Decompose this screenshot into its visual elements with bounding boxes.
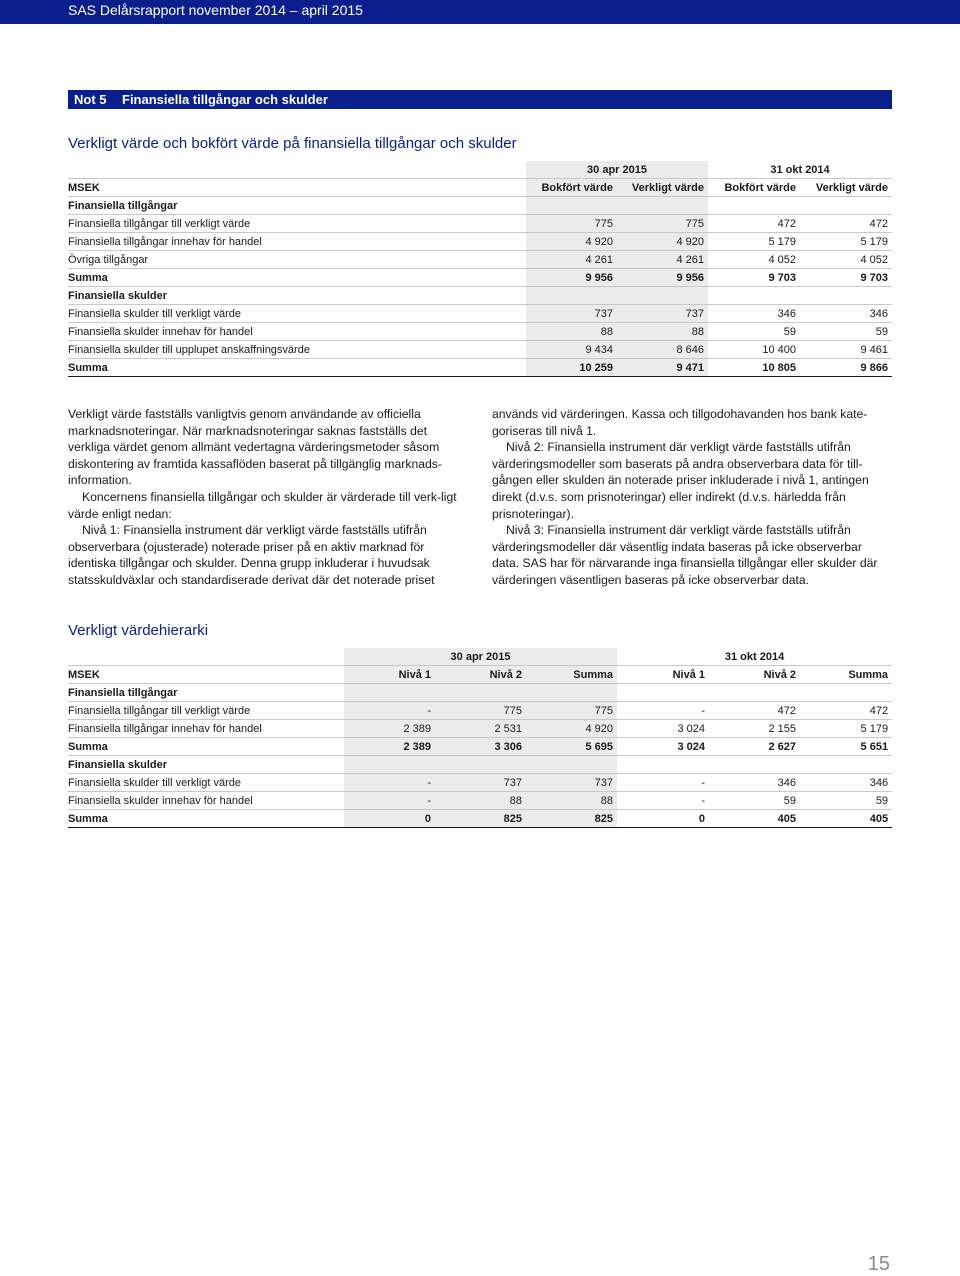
value-cell: [617, 287, 708, 305]
value-cell: 2 627: [709, 738, 800, 756]
value-cell: [800, 197, 892, 215]
table-row: [68, 702, 892, 720]
period-header-row: [68, 648, 892, 666]
table-row: [68, 215, 892, 233]
column-header-row: [68, 179, 892, 197]
value-cell: 2 389: [344, 738, 435, 756]
row-label: Finansiella skulder till verkligt värde: [68, 774, 344, 792]
header-spacer-cell: [68, 648, 344, 666]
value-cell: 4 920: [526, 233, 617, 251]
row-label: Summa: [68, 269, 526, 287]
value-cell: [800, 756, 892, 774]
table-row: [68, 251, 892, 269]
paragraph: används vid värderingen. Kassa och tillgodohavanden hos bank kate-goriseras till nivå 1.: [492, 407, 868, 438]
period-label: 30 apr 2015: [526, 161, 708, 179]
row-label: Summa: [68, 359, 526, 377]
value-cell: [709, 684, 800, 702]
row-label: Finansiella skulder till upplupet anskaffningsvärde: [68, 341, 526, 359]
value-cell: 4 920: [617, 233, 708, 251]
value-cell: 346: [800, 305, 892, 323]
body-text-left-column: [68, 406, 466, 589]
value-cell: 775: [526, 702, 617, 720]
row-label: Finansiella tillgångar till verkligt värde: [68, 215, 526, 233]
value-cell: 346: [800, 774, 892, 792]
value-cell: 9 703: [800, 269, 892, 287]
value-cell: [617, 197, 708, 215]
value-cell: -: [617, 774, 709, 792]
value-cell: -: [617, 792, 709, 810]
value-cell: 88: [526, 323, 617, 341]
value-cell: [708, 287, 800, 305]
value-cell: 9 703: [708, 269, 800, 287]
row-label: Summa: [68, 810, 344, 828]
value-cell: 5 179: [800, 233, 892, 251]
value-cell: 5 695: [526, 738, 617, 756]
page-number: 15: [867, 1253, 890, 1275]
column-header: Bokfört värde: [708, 179, 800, 197]
table-row: [68, 810, 892, 828]
column-header: Nivå 1: [617, 666, 709, 684]
value-cell: [526, 197, 617, 215]
value-cell: 59: [709, 792, 800, 810]
column-header: Verkligt värde: [617, 179, 708, 197]
value-cell: [526, 287, 617, 305]
value-cell: 3 024: [617, 738, 709, 756]
value-cell: 10 805: [708, 359, 800, 377]
value-cell: 472: [800, 702, 892, 720]
value-cell: 9 461: [800, 341, 892, 359]
value-cell: 405: [800, 810, 892, 828]
period-label: 30 apr 2015: [344, 648, 617, 666]
value-cell: 737: [526, 305, 617, 323]
period-label: 31 okt 2014: [708, 161, 892, 179]
fair-value-table: [68, 161, 892, 377]
value-cell: [526, 684, 617, 702]
report-header-bar: [0, 0, 960, 24]
table-row: [68, 341, 892, 359]
row-label: Finansiella skulder innehav för handel: [68, 323, 526, 341]
column-header: Nivå 2: [709, 666, 800, 684]
row-label: Finansiella skulder till verkligt värde: [68, 305, 526, 323]
period-label: 31 okt 2014: [617, 648, 892, 666]
value-cell: 10 259: [526, 359, 617, 377]
value-cell: 737: [617, 305, 708, 323]
row-label: Finansiella skulder: [68, 287, 526, 305]
table-row: [68, 269, 892, 287]
unit-label: MSEK: [68, 179, 526, 197]
column-header-row: [68, 666, 892, 684]
value-cell: 59: [708, 323, 800, 341]
value-cell: 4 052: [800, 251, 892, 269]
value-cell: 9 471: [617, 359, 708, 377]
value-cell: 472: [708, 215, 800, 233]
value-cell: 0: [344, 810, 435, 828]
row-label: Finansiella tillgångar: [68, 684, 344, 702]
row-label: Finansiella tillgångar: [68, 197, 526, 215]
value-cell: 825: [435, 810, 526, 828]
value-cell: -: [344, 792, 435, 810]
value-cell: 9 956: [617, 269, 708, 287]
value-cell: [344, 756, 435, 774]
value-cell: [800, 287, 892, 305]
table-row: [68, 684, 892, 702]
value-cell: 4 052: [708, 251, 800, 269]
value-cell: 0: [617, 810, 709, 828]
row-label: Finansiella tillgångar innehav för handel: [68, 233, 526, 251]
value-cell: 9 434: [526, 341, 617, 359]
value-cell: -: [344, 702, 435, 720]
value-cell: [344, 684, 435, 702]
value-cell: 3 024: [617, 720, 709, 738]
header-spacer-cell: [68, 161, 526, 179]
table-row: [68, 305, 892, 323]
row-label: Summa: [68, 738, 344, 756]
column-header: Verkligt värde: [800, 179, 892, 197]
value-cell: [526, 756, 617, 774]
value-cell: 737: [526, 774, 617, 792]
value-cell: 9 956: [526, 269, 617, 287]
value-cell: 9 866: [800, 359, 892, 377]
value-cell: 5 179: [800, 720, 892, 738]
value-cell: 775: [435, 702, 526, 720]
value-cell: 825: [526, 810, 617, 828]
value-cell: [617, 684, 709, 702]
value-cell: 8 646: [617, 341, 708, 359]
value-cell: 3 306: [435, 738, 526, 756]
value-cell: 2 389: [344, 720, 435, 738]
table-row: [68, 738, 892, 756]
paragraph: Koncernens finansiella tillgångar och skulder är värderade till verk-ligt värde enligt nedan:: [68, 489, 457, 521]
fair-value-hierarchy-table: [68, 648, 892, 828]
value-cell: 4 261: [617, 251, 708, 269]
value-cell: 10 400: [708, 341, 800, 359]
paragraph: Nivå 2: Finansiella instrument där verkligt värde fastställs utifrån värderingsmodeller som baserats på andra observerbara data för till-gången eller skulden än noterade priser inkluderade i nivå 1, antingen direkt (d.v.s. som prisnoteringar) eller indirekt (d.v.s. härledda från prisnoteringar).: [492, 440, 869, 521]
column-header: Nivå 2: [435, 666, 526, 684]
paragraph: Nivå 3: Finansiella instrument där verkligt värde fastställs utifrån värderingsmodeller där väsentlig indata baseras på icke observerbar data. SAS har för närvarande inga finansiella tillgångar eller skulder där värderingen väsentligen baseras på icke observerbar data.: [492, 523, 878, 587]
value-cell: 472: [709, 702, 800, 720]
section1-heading: Verkligt värde och bokfört värde på finansiella tillgångar och skulder: [68, 135, 517, 152]
value-cell: [708, 197, 800, 215]
value-cell: 2 531: [435, 720, 526, 738]
value-cell: 472: [800, 215, 892, 233]
value-cell: 88: [526, 792, 617, 810]
column-header: Summa: [526, 666, 617, 684]
value-cell: 5 179: [708, 233, 800, 251]
section2-heading: Verkligt värdehierarki: [68, 622, 209, 639]
value-cell: [435, 756, 526, 774]
period-header-row: [68, 161, 892, 179]
value-cell: [709, 756, 800, 774]
row-label: Finansiella tillgångar innehav för handel: [68, 720, 344, 738]
value-cell: 88: [435, 792, 526, 810]
value-cell: [800, 684, 892, 702]
note-title: Finansiella tillgångar och skulder: [122, 92, 328, 107]
note-heading-band: [68, 90, 892, 109]
row-label: Finansiella tillgångar till verkligt värde: [68, 702, 344, 720]
value-cell: -: [344, 774, 435, 792]
paragraph: Verkligt värde fastställs vanligtvis genom användande av officiella marknadsnoteringar. När marknadsnoteringar saknas fastställs det verkliga värdet genom allmänt vedertagna värderingsmetoder såsom diskontering av framtida kassaflöden baserat på tillgänglig marknads-information.: [68, 407, 442, 488]
note-number: Not 5: [74, 92, 107, 107]
value-cell: 775: [617, 215, 708, 233]
value-cell: 346: [709, 774, 800, 792]
value-cell: 59: [800, 323, 892, 341]
table-row: [68, 323, 892, 341]
value-cell: -: [617, 702, 709, 720]
row-label: Övriga tillgångar: [68, 251, 526, 269]
paragraph: Nivå 1: Finansiella instrument där verkligt värde fastställs utifrån observerbara (ojusterade) noterade priser på en aktiv marknad för identiska tillgångar och skulder. Denna grupp inkluderar i huvudsak statsskuldväxlar och standardiserade derivat där det noterade priset: [68, 523, 435, 587]
table-row: [68, 287, 892, 305]
value-cell: 59: [800, 792, 892, 810]
value-cell: 737: [435, 774, 526, 792]
value-cell: [435, 684, 526, 702]
value-cell: 4 920: [526, 720, 617, 738]
column-header: Nivå 1: [344, 666, 435, 684]
table-row: [68, 756, 892, 774]
value-cell: 775: [526, 215, 617, 233]
table-row: [68, 197, 892, 215]
value-cell: 346: [708, 305, 800, 323]
value-cell: 88: [617, 323, 708, 341]
value-cell: 5 651: [800, 738, 892, 756]
table-row: [68, 774, 892, 792]
value-cell: [617, 756, 709, 774]
report-title: SAS Delårsrapport november 2014 – april 2015: [68, 2, 363, 18]
value-cell: 405: [709, 810, 800, 828]
column-header: Bokfört värde: [526, 179, 617, 197]
value-cell: 2 155: [709, 720, 800, 738]
unit-label: MSEK: [68, 666, 344, 684]
table-row: [68, 792, 892, 810]
table-row: [68, 720, 892, 738]
table-row: [68, 233, 892, 251]
row-label: Finansiella skulder: [68, 756, 344, 774]
row-label: Finansiella skulder innehav för handel: [68, 792, 344, 810]
body-text-right-column: [492, 406, 892, 589]
table-row: [68, 359, 892, 377]
column-header: Summa: [800, 666, 892, 684]
value-cell: 4 261: [526, 251, 617, 269]
